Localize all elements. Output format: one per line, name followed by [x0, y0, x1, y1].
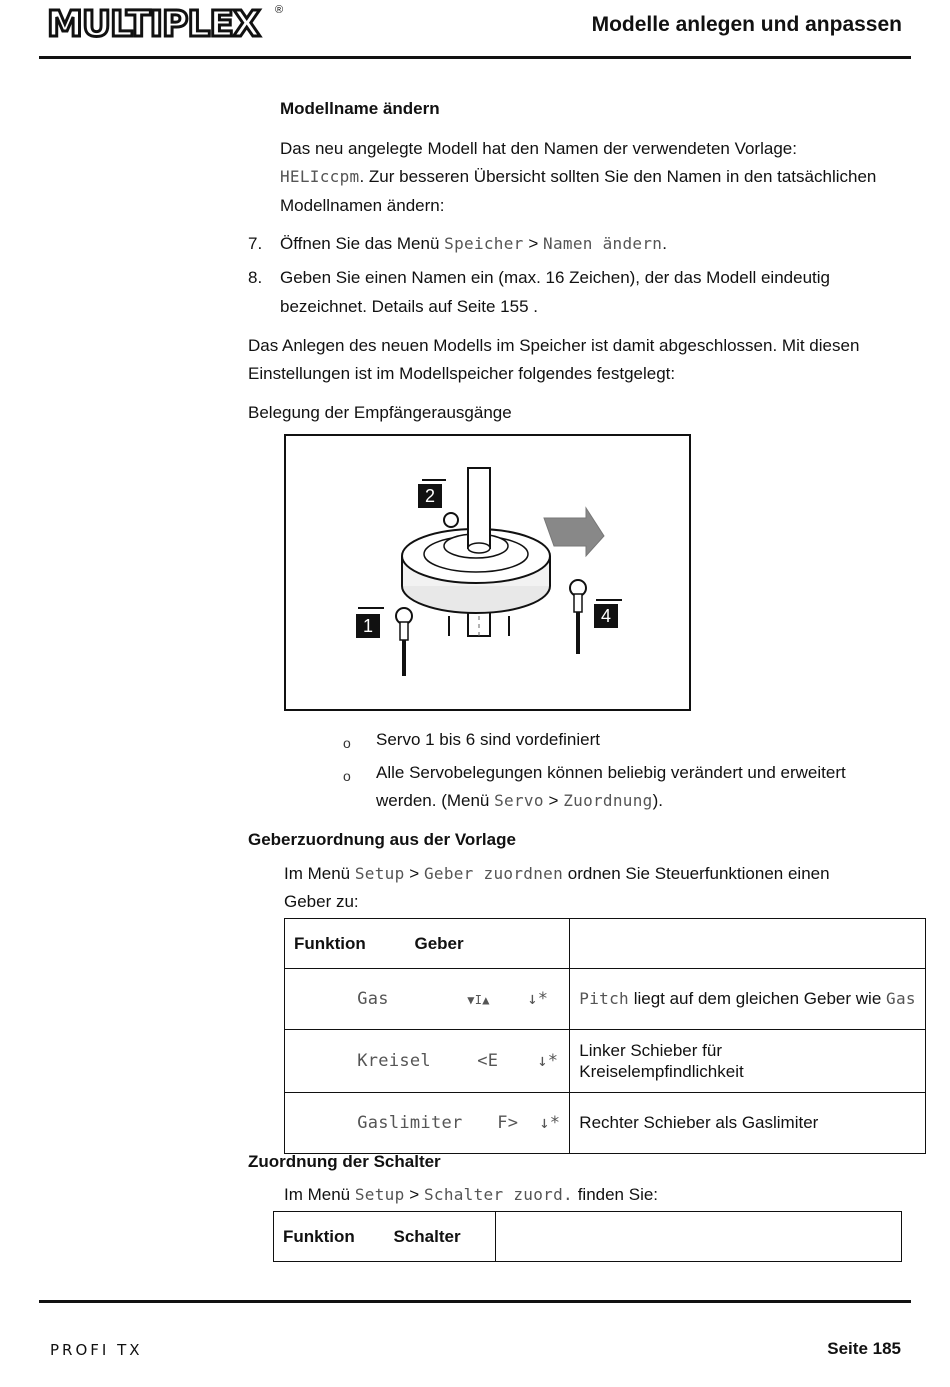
schalter-intro-text: Im Menü — [284, 1185, 351, 1204]
table-cell-note — [570, 1093, 926, 1154]
footer-rule — [39, 1300, 911, 1303]
bullet-2-end: ). — [652, 791, 663, 810]
servo-label-1: 1 — [356, 614, 380, 638]
table-cell-geber — [285, 969, 570, 1030]
schalter-intro-rest: finden Sie: — [577, 1185, 659, 1204]
servo-label-2: 2 — [418, 484, 442, 508]
brand-logo-text: MULTIPLEX — [47, 4, 260, 45]
table-header-empty — [496, 1212, 902, 1262]
section-heading-geber: Geberzuordnung aus der Vorlage — [248, 830, 516, 849]
table-header-cell — [274, 1212, 496, 1262]
table-row — [285, 969, 926, 1030]
lcd-gas: Gas — [886, 989, 916, 1008]
table-cell-note — [570, 1030, 926, 1093]
bullet-1: Servo 1 bis 6 sind vordefiniert — [376, 730, 600, 749]
page-title: Modelle anlegen und anpassen — [591, 13, 902, 36]
bullet-2-line-1: Alle Servobelegungen können beliebig verändert und erweitert — [376, 763, 846, 782]
step-7-sep: > — [528, 234, 539, 253]
swashplate-illustration — [286, 436, 689, 709]
lcd-menu-setup: Setup — [354, 864, 405, 883]
note-kreisel-line-1: Linker Schieber für — [579, 1041, 722, 1060]
step-7 — [280, 234, 667, 254]
schalter-intro — [284, 1185, 658, 1205]
bullet-2-text: werden. (Menü — [376, 791, 490, 810]
funktion-gas: Gas — [357, 989, 389, 1009]
table-cell-note — [570, 969, 926, 1030]
servo-label-4: 4 — [594, 604, 618, 628]
table-row — [285, 1093, 926, 1154]
lcd-pitch: Pitch — [579, 989, 629, 1008]
table-header-cell — [285, 919, 570, 969]
rename-para-b-text: . Zur besseren Übersicht sollten Sie den Namen in den tatsächlichen — [359, 167, 877, 186]
header-rule — [39, 56, 911, 59]
footer-page-number: Seite 185 — [827, 1339, 901, 1358]
step-7-text: Öffnen Sie das Menü — [280, 234, 440, 253]
table-cell-geber — [285, 1030, 570, 1093]
lcd-menu-geber-zuordnen: Geber zuordnen — [423, 864, 564, 883]
lcd-menu-setup-2: Setup — [354, 1185, 405, 1204]
geber-gaslimiter: F> — [497, 1113, 519, 1133]
step-8-line-2: bezeichnet. Details auf Seite 155 . — [280, 297, 538, 316]
schalter-table — [273, 1211, 902, 1262]
geber-kreisel: <E — [477, 1051, 499, 1071]
note-gaslimiter: Rechter Schieber als Gaslimiter — [579, 1113, 819, 1132]
footer-product: PROFI TX — [50, 1341, 143, 1359]
section-heading-rename: Modellname ändern — [280, 99, 440, 118]
flag-gas: ↓* — [527, 989, 549, 1009]
table-header-empty — [570, 919, 926, 969]
rename-para-a: Das neu angelegte Modell hat den Namen der verwendeten Vorlage: — [280, 139, 797, 158]
bullet-marker-2: o — [343, 768, 351, 784]
funktion-kreisel: Kreisel — [357, 1051, 431, 1071]
table-header-row — [285, 919, 926, 969]
lcd-menu-namen-aendern: Namen ändern — [543, 234, 663, 253]
lcd-menu-servo: Servo — [494, 791, 544, 810]
geber-intro-text: Im Menü — [284, 864, 351, 883]
geber-intro-sep: > — [409, 864, 420, 883]
geber-intro-rest: ordnen Sie Steuerfunktionen einen — [567, 864, 830, 883]
geber-table — [284, 918, 926, 1154]
step-7-number: 7. — [248, 234, 263, 253]
section-heading-schalter: Zuordnung der Schalter — [248, 1152, 441, 1171]
swashplate-figure — [284, 434, 691, 711]
lcd-template-name: HELIccpm — [280, 167, 360, 186]
note-gas-text: liegt auf dem gleichen Geber wie — [628, 989, 887, 1008]
col-header-funktion: Funktion — [294, 933, 366, 953]
brand-logo — [47, 4, 287, 44]
table-header-row — [274, 1212, 902, 1262]
bullet-marker-1: o — [343, 735, 351, 751]
geber-gas: ▼I▲ — [467, 993, 490, 1007]
belegung-label: Belegung der Empfängerausgänge — [248, 403, 512, 422]
lcd-menu-schalter-zuord: Schalter zuord. — [423, 1185, 573, 1204]
step-8-line-1: Geben Sie einen Namen ein (max. 16 Zeichen), der das Modell eindeutig — [280, 268, 830, 287]
col-header-geber: Geber — [414, 933, 464, 953]
col-header-schalter: Schalter — [393, 1226, 461, 1246]
flag-kreisel: ↓* — [537, 1051, 559, 1071]
summary-line-2: Einstellungen ist im Modellspeicher folgendes festgelegt: — [248, 364, 676, 383]
geber-intro — [284, 864, 830, 884]
rename-para-b — [280, 167, 876, 187]
schalter-intro-sep: > — [409, 1185, 420, 1204]
note-kreisel-line-2: Kreiselempfindlichkeit — [579, 1062, 744, 1081]
step-8-number: 8. — [248, 268, 263, 287]
step-7-end: . — [662, 234, 667, 253]
bullet-2-sep: > — [548, 791, 559, 810]
funktion-gaslimiter: Gaslimiter — [357, 1113, 463, 1133]
lcd-menu-speicher: Speicher — [444, 234, 524, 253]
geber-intro-line-2: Geber zu: — [284, 892, 359, 911]
bullet-2-line-2 — [376, 791, 663, 811]
lcd-menu-zuordnung: Zuordnung — [563, 791, 653, 810]
table-cell-geber — [285, 1093, 570, 1154]
registered-mark: ® — [275, 4, 284, 16]
flag-gaslimiter: ↓* — [539, 1113, 561, 1133]
rename-para-c: Modellnamen ändern: — [280, 196, 445, 215]
col-header-funktion-2: Funktion — [283, 1226, 355, 1246]
summary-line-1: Das Anlegen des neuen Modells im Speicher ist damit abgeschlossen. Mit diesen — [248, 336, 860, 355]
table-row — [285, 1030, 926, 1093]
